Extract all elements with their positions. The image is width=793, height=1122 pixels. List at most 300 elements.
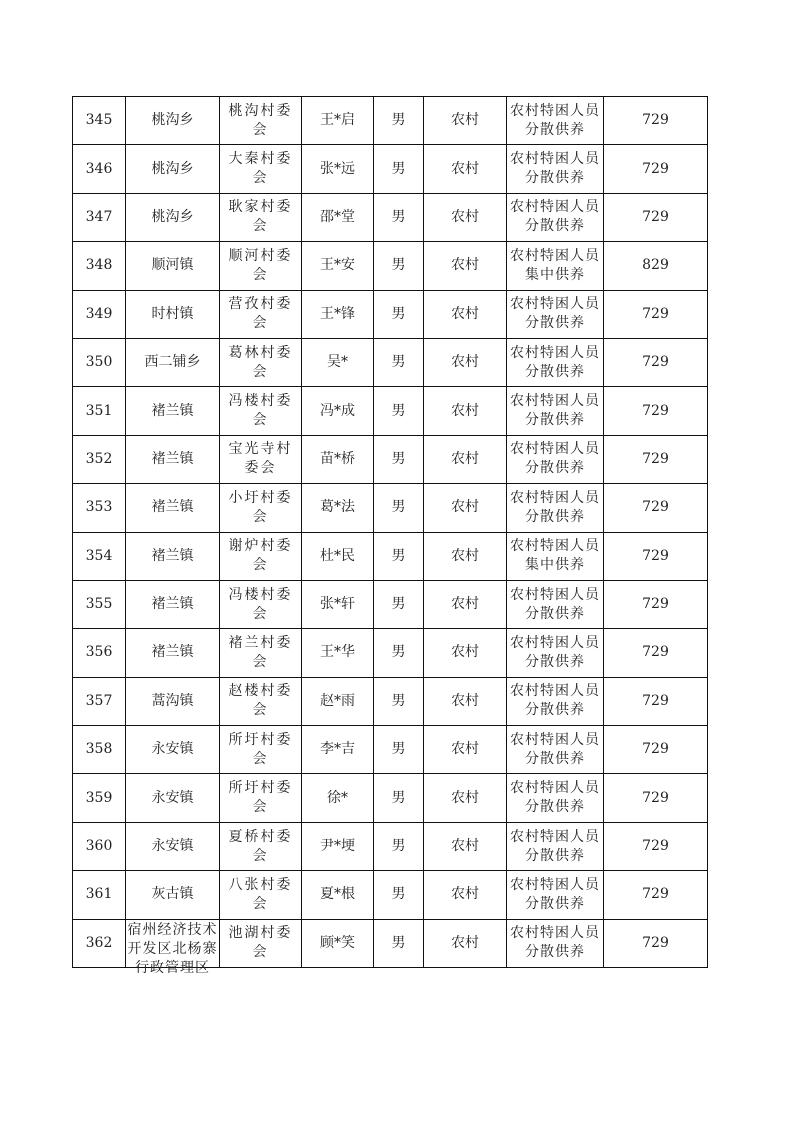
town-cell bbox=[126, 338, 220, 386]
gender-cell bbox=[374, 242, 424, 290]
support-type: 农村特困人员分散供养 bbox=[510, 731, 600, 767]
amount: 729 bbox=[642, 112, 669, 129]
town-cell bbox=[126, 629, 220, 677]
village-cell bbox=[220, 532, 302, 580]
support-type-cell bbox=[507, 145, 604, 193]
gender: 男 bbox=[391, 934, 406, 951]
support-type: 农村特困人员分散供养 bbox=[510, 828, 600, 864]
gender: 男 bbox=[391, 402, 406, 419]
village: 宝光寺村委会 bbox=[228, 441, 293, 477]
village-cell bbox=[220, 677, 302, 725]
village: 桃沟村委会 bbox=[228, 102, 293, 138]
amount: 729 bbox=[642, 741, 669, 758]
row-number-cell bbox=[73, 338, 126, 386]
area-type-cell bbox=[424, 484, 507, 532]
town: 时村镇 bbox=[151, 305, 194, 322]
recipient-name: 王*华 bbox=[320, 644, 355, 661]
gender: 男 bbox=[391, 741, 406, 758]
amount-cell bbox=[604, 629, 708, 677]
recipient-name: 王*安 bbox=[320, 257, 355, 274]
town-cell bbox=[126, 822, 220, 870]
village-cell bbox=[220, 580, 302, 628]
amount: 829 bbox=[642, 257, 669, 274]
gender-cell bbox=[374, 774, 424, 822]
table-row bbox=[73, 774, 708, 822]
gender-cell bbox=[374, 338, 424, 386]
row-number-cell bbox=[73, 629, 126, 677]
village: 所圩村委会 bbox=[228, 731, 293, 767]
gender-cell bbox=[374, 871, 424, 919]
table-row bbox=[73, 145, 708, 193]
amount-cell bbox=[604, 677, 708, 725]
recipient-name: 张*远 bbox=[320, 160, 355, 177]
row-number-cell bbox=[73, 871, 126, 919]
area-type-cell bbox=[424, 871, 507, 919]
amount-cell bbox=[604, 145, 708, 193]
area-type-cell bbox=[424, 774, 507, 822]
support-type: 农村特困人员分散供养 bbox=[510, 780, 600, 816]
recipient-name-cell bbox=[302, 145, 374, 193]
area-type: 农村 bbox=[451, 160, 479, 177]
recipient-name: 张*轩 bbox=[320, 596, 355, 613]
area-type: 农村 bbox=[451, 741, 479, 758]
village: 葛林村委会 bbox=[228, 344, 293, 380]
town: 顺河镇 bbox=[151, 257, 194, 274]
area-type-cell bbox=[424, 97, 507, 145]
row-number: 347 bbox=[85, 208, 113, 225]
area-type: 农村 bbox=[451, 112, 479, 129]
support-type: 农村特困人员分散供养 bbox=[510, 489, 600, 525]
area-type-cell bbox=[424, 629, 507, 677]
amount-cell bbox=[604, 338, 708, 386]
amount-cell bbox=[604, 822, 708, 870]
amount: 729 bbox=[642, 644, 669, 661]
support-type-cell bbox=[507, 871, 604, 919]
row-number: 357 bbox=[85, 692, 113, 709]
row-number-cell bbox=[73, 677, 126, 725]
table-row bbox=[73, 484, 708, 532]
recipient-name: 冯*成 bbox=[320, 402, 355, 419]
gender-cell bbox=[374, 290, 424, 338]
row-number: 348 bbox=[85, 257, 113, 274]
recipient-name-cell bbox=[302, 822, 374, 870]
recipient-name: 徐* bbox=[327, 789, 348, 806]
row-number: 359 bbox=[85, 789, 113, 806]
table-row bbox=[73, 677, 708, 725]
amount-cell bbox=[604, 871, 708, 919]
town-cell bbox=[126, 97, 220, 145]
gender-cell bbox=[374, 629, 424, 677]
town: 宿州经济技术开发区北杨寨行政管理区 bbox=[127, 921, 218, 976]
row-number-cell bbox=[73, 97, 126, 145]
amount: 729 bbox=[642, 208, 669, 225]
area-type-cell bbox=[424, 726, 507, 774]
amount-cell bbox=[604, 919, 708, 967]
area-type: 农村 bbox=[451, 402, 479, 419]
gender-cell bbox=[374, 484, 424, 532]
recipient-name-cell bbox=[302, 484, 374, 532]
amount-cell bbox=[604, 290, 708, 338]
gender: 男 bbox=[391, 354, 406, 371]
recipient-name: 顾*笑 bbox=[320, 934, 355, 951]
row-number: 351 bbox=[85, 402, 113, 419]
gender: 男 bbox=[391, 257, 406, 274]
town-cell bbox=[126, 242, 220, 290]
table-row bbox=[73, 532, 708, 580]
amount-cell bbox=[604, 242, 708, 290]
gender: 男 bbox=[391, 596, 406, 613]
amount-cell bbox=[604, 435, 708, 483]
gender: 男 bbox=[391, 112, 406, 129]
recipient-name: 杜*民 bbox=[320, 547, 355, 564]
support-type-cell bbox=[507, 580, 604, 628]
support-type-cell bbox=[507, 629, 604, 677]
gender: 男 bbox=[391, 838, 406, 855]
recipient-name-cell bbox=[302, 290, 374, 338]
town: 褚兰镇 bbox=[151, 596, 194, 613]
area-type-cell bbox=[424, 532, 507, 580]
gender: 男 bbox=[391, 692, 406, 709]
support-type: 农村特困人员分散供养 bbox=[510, 102, 600, 138]
town: 桃沟乡 bbox=[151, 112, 194, 129]
recipient-name-cell bbox=[302, 871, 374, 919]
town: 桃沟乡 bbox=[151, 160, 194, 177]
amount-cell bbox=[604, 387, 708, 435]
amount-cell bbox=[604, 774, 708, 822]
table-row bbox=[73, 822, 708, 870]
town-cell bbox=[126, 145, 220, 193]
row-number-cell bbox=[73, 290, 126, 338]
row-number-cell bbox=[73, 145, 126, 193]
amount-cell bbox=[604, 193, 708, 241]
support-type-cell bbox=[507, 435, 604, 483]
town: 永安镇 bbox=[151, 838, 194, 855]
village: 冯楼村委会 bbox=[228, 586, 293, 622]
town: 蒿沟镇 bbox=[151, 692, 194, 709]
village-cell bbox=[220, 290, 302, 338]
support-type: 农村特困人员分散供养 bbox=[510, 199, 600, 235]
town-cell bbox=[126, 580, 220, 628]
row-number-cell bbox=[73, 435, 126, 483]
recipient-name: 李*吉 bbox=[320, 741, 355, 758]
gender-cell bbox=[374, 193, 424, 241]
gender-cell bbox=[374, 387, 424, 435]
gender: 男 bbox=[391, 305, 406, 322]
area-type: 农村 bbox=[451, 257, 479, 274]
village: 顺河村委会 bbox=[228, 247, 293, 283]
town: 褚兰镇 bbox=[151, 547, 194, 564]
support-type: 农村特困人员分散供养 bbox=[510, 151, 600, 187]
table-row bbox=[73, 387, 708, 435]
recipient-name: 葛*法 bbox=[320, 499, 355, 516]
row-number-cell bbox=[73, 193, 126, 241]
town: 永安镇 bbox=[151, 741, 194, 758]
recipient-name-cell bbox=[302, 774, 374, 822]
recipient-name-cell bbox=[302, 919, 374, 967]
town: 永安镇 bbox=[151, 789, 194, 806]
gender: 男 bbox=[391, 450, 406, 467]
support-type: 农村特困人员分散供养 bbox=[510, 393, 600, 429]
recipient-name-cell bbox=[302, 532, 374, 580]
gender: 男 bbox=[391, 208, 406, 225]
area-type: 农村 bbox=[451, 499, 479, 516]
village-cell bbox=[220, 484, 302, 532]
row-number-cell bbox=[73, 532, 126, 580]
table-row bbox=[73, 290, 708, 338]
row-number: 360 bbox=[85, 838, 113, 855]
gender-cell bbox=[374, 97, 424, 145]
area-type-cell bbox=[424, 242, 507, 290]
amount: 729 bbox=[642, 305, 669, 322]
support-type-cell bbox=[507, 290, 604, 338]
recipient-name-cell bbox=[302, 726, 374, 774]
gender-cell bbox=[374, 726, 424, 774]
area-type-cell bbox=[424, 580, 507, 628]
town: 褚兰镇 bbox=[151, 402, 194, 419]
recipient-name-cell bbox=[302, 580, 374, 628]
town-cell bbox=[126, 871, 220, 919]
area-type: 农村 bbox=[451, 596, 479, 613]
support-type-cell bbox=[507, 726, 604, 774]
support-type: 农村特困人员分散供养 bbox=[510, 634, 600, 670]
row-number: 346 bbox=[85, 160, 113, 177]
amount: 729 bbox=[642, 838, 669, 855]
village-cell bbox=[220, 822, 302, 870]
row-number-cell bbox=[73, 726, 126, 774]
row-number: 361 bbox=[85, 886, 113, 903]
row-number-cell bbox=[73, 580, 126, 628]
village-cell bbox=[220, 97, 302, 145]
area-type: 农村 bbox=[451, 692, 479, 709]
area-type: 农村 bbox=[451, 886, 479, 903]
area-type: 农村 bbox=[451, 208, 479, 225]
support-type-cell bbox=[507, 242, 604, 290]
town-cell bbox=[126, 387, 220, 435]
amount: 729 bbox=[642, 934, 669, 951]
village: 小圩村委会 bbox=[228, 489, 293, 525]
amount: 729 bbox=[642, 160, 669, 177]
table-row bbox=[73, 97, 708, 145]
village-cell bbox=[220, 726, 302, 774]
recipient-name-cell bbox=[302, 435, 374, 483]
support-type-cell bbox=[507, 532, 604, 580]
support-type-cell bbox=[507, 338, 604, 386]
gender-cell bbox=[374, 822, 424, 870]
town-cell bbox=[126, 919, 220, 976]
area-type-cell bbox=[424, 193, 507, 241]
amount: 729 bbox=[642, 692, 669, 709]
village-cell bbox=[220, 338, 302, 386]
recipient-name: 苗*桥 bbox=[320, 450, 355, 467]
support-type-cell bbox=[507, 774, 604, 822]
village-cell bbox=[220, 919, 302, 967]
gender-cell bbox=[374, 532, 424, 580]
village: 谢炉村委会 bbox=[228, 538, 293, 574]
table-row bbox=[73, 726, 708, 774]
row-number: 356 bbox=[85, 644, 113, 661]
support-type: 农村特困人员分散供养 bbox=[510, 441, 600, 477]
village-cell bbox=[220, 629, 302, 677]
recipient-name: 尹*埂 bbox=[320, 838, 355, 855]
support-type: 农村特困人员分散供养 bbox=[510, 586, 600, 622]
recipient-name-cell bbox=[302, 97, 374, 145]
town: 褚兰镇 bbox=[151, 499, 194, 516]
support-type-cell bbox=[507, 97, 604, 145]
row-number: 350 bbox=[85, 354, 113, 371]
village: 耿家村委会 bbox=[228, 199, 293, 235]
support-type: 农村特困人员集中供养 bbox=[510, 538, 600, 574]
town-cell bbox=[126, 774, 220, 822]
row-number-cell bbox=[73, 822, 126, 870]
recipient-name: 夏*根 bbox=[320, 886, 355, 903]
recipient-name-cell bbox=[302, 193, 374, 241]
village-cell bbox=[220, 193, 302, 241]
village-cell bbox=[220, 242, 302, 290]
village: 所圩村委会 bbox=[228, 780, 293, 816]
table-row bbox=[73, 871, 708, 919]
gender: 男 bbox=[391, 160, 406, 177]
gender: 男 bbox=[391, 499, 406, 516]
village-cell bbox=[220, 145, 302, 193]
support-type-cell bbox=[507, 677, 604, 725]
row-number: 349 bbox=[85, 305, 113, 322]
row-number-cell bbox=[73, 774, 126, 822]
village-cell bbox=[220, 871, 302, 919]
table-row bbox=[73, 435, 708, 483]
support-type: 农村特困人员分散供养 bbox=[510, 683, 600, 719]
gender-cell bbox=[374, 580, 424, 628]
amount: 729 bbox=[642, 547, 669, 564]
support-type-cell bbox=[507, 919, 604, 967]
support-type-cell bbox=[507, 193, 604, 241]
gender-cell bbox=[374, 919, 424, 967]
village-cell bbox=[220, 774, 302, 822]
town-cell bbox=[126, 435, 220, 483]
table-row bbox=[73, 580, 708, 628]
amount: 729 bbox=[642, 596, 669, 613]
town-cell bbox=[126, 677, 220, 725]
amount-cell bbox=[604, 484, 708, 532]
recipient-name: 王*启 bbox=[320, 112, 355, 129]
row-number: 354 bbox=[85, 547, 113, 564]
row-number-cell bbox=[73, 484, 126, 532]
gender-cell bbox=[374, 435, 424, 483]
area-type: 农村 bbox=[451, 547, 479, 564]
amount: 729 bbox=[642, 450, 669, 467]
amount: 729 bbox=[642, 886, 669, 903]
gender: 男 bbox=[391, 644, 406, 661]
recipient-name: 吴* bbox=[327, 354, 348, 371]
amount-cell bbox=[604, 532, 708, 580]
row-number-cell bbox=[73, 242, 126, 290]
recipient-name-cell bbox=[302, 338, 374, 386]
recipient-name-cell bbox=[302, 629, 374, 677]
amount: 729 bbox=[642, 789, 669, 806]
town-cell bbox=[126, 532, 220, 580]
village: 冯楼村委会 bbox=[228, 393, 293, 429]
area-type-cell bbox=[424, 919, 507, 967]
town: 褚兰镇 bbox=[151, 450, 194, 467]
recipient-name: 赵*雨 bbox=[320, 692, 355, 709]
row-number: 362 bbox=[85, 934, 113, 951]
area-type-cell bbox=[424, 290, 507, 338]
area-type: 农村 bbox=[451, 838, 479, 855]
town-cell bbox=[126, 193, 220, 241]
town-cell bbox=[126, 290, 220, 338]
amount: 729 bbox=[642, 354, 669, 371]
gender-cell bbox=[374, 677, 424, 725]
village: 营孜村委会 bbox=[228, 296, 293, 332]
table-row bbox=[73, 629, 708, 677]
recipient-name: 邵*堂 bbox=[320, 208, 355, 225]
area-type: 农村 bbox=[451, 450, 479, 467]
area-type-cell bbox=[424, 435, 507, 483]
area-type-cell bbox=[424, 822, 507, 870]
support-type: 农村特困人员分散供养 bbox=[510, 296, 600, 332]
area-type-cell bbox=[424, 677, 507, 725]
gender: 男 bbox=[391, 547, 406, 564]
support-type: 农村特困人员分散供养 bbox=[510, 876, 600, 912]
village: 夏桥村委会 bbox=[228, 828, 293, 864]
row-number: 353 bbox=[85, 499, 113, 516]
village-cell bbox=[220, 387, 302, 435]
amount: 729 bbox=[642, 402, 669, 419]
table-row bbox=[73, 242, 708, 290]
gender: 男 bbox=[391, 886, 406, 903]
support-type-cell bbox=[507, 484, 604, 532]
village-cell bbox=[220, 435, 302, 483]
gender: 男 bbox=[391, 789, 406, 806]
village: 八张村委会 bbox=[228, 876, 293, 912]
relief-recipients-table bbox=[72, 96, 708, 976]
town-cell bbox=[126, 726, 220, 774]
area-type: 农村 bbox=[451, 644, 479, 661]
area-type-cell bbox=[424, 387, 507, 435]
row-number-cell bbox=[73, 387, 126, 435]
row-number: 345 bbox=[85, 112, 113, 129]
table-row bbox=[73, 338, 708, 386]
area-type: 农村 bbox=[451, 305, 479, 322]
row-number-cell bbox=[73, 919, 126, 967]
amount-cell bbox=[604, 97, 708, 145]
village: 赵楼村委会 bbox=[228, 683, 293, 719]
village: 大秦村委会 bbox=[228, 151, 293, 187]
amount-cell bbox=[604, 580, 708, 628]
amount-cell bbox=[604, 726, 708, 774]
area-type-cell bbox=[424, 338, 507, 386]
amount: 729 bbox=[642, 499, 669, 516]
recipient-name-cell bbox=[302, 677, 374, 725]
town: 西二铺乡 bbox=[144, 354, 201, 371]
recipient-name-cell bbox=[302, 387, 374, 435]
town-cell bbox=[126, 484, 220, 532]
area-type-cell bbox=[424, 145, 507, 193]
table-row bbox=[73, 919, 708, 967]
area-type: 农村 bbox=[451, 789, 479, 806]
village: 褚兰村委会 bbox=[228, 634, 293, 670]
support-type: 农村特困人员集中供养 bbox=[510, 247, 600, 283]
support-type-cell bbox=[507, 822, 604, 870]
recipient-name: 王*锋 bbox=[320, 305, 355, 322]
recipient-name-cell bbox=[302, 242, 374, 290]
village: 池湖村委会 bbox=[228, 925, 293, 961]
town: 桃沟乡 bbox=[151, 208, 194, 225]
gender-cell bbox=[374, 145, 424, 193]
support-type-cell bbox=[507, 387, 604, 435]
row-number: 352 bbox=[85, 450, 113, 467]
row-number: 355 bbox=[85, 596, 113, 613]
support-type: 农村特困人员分散供养 bbox=[510, 344, 600, 380]
